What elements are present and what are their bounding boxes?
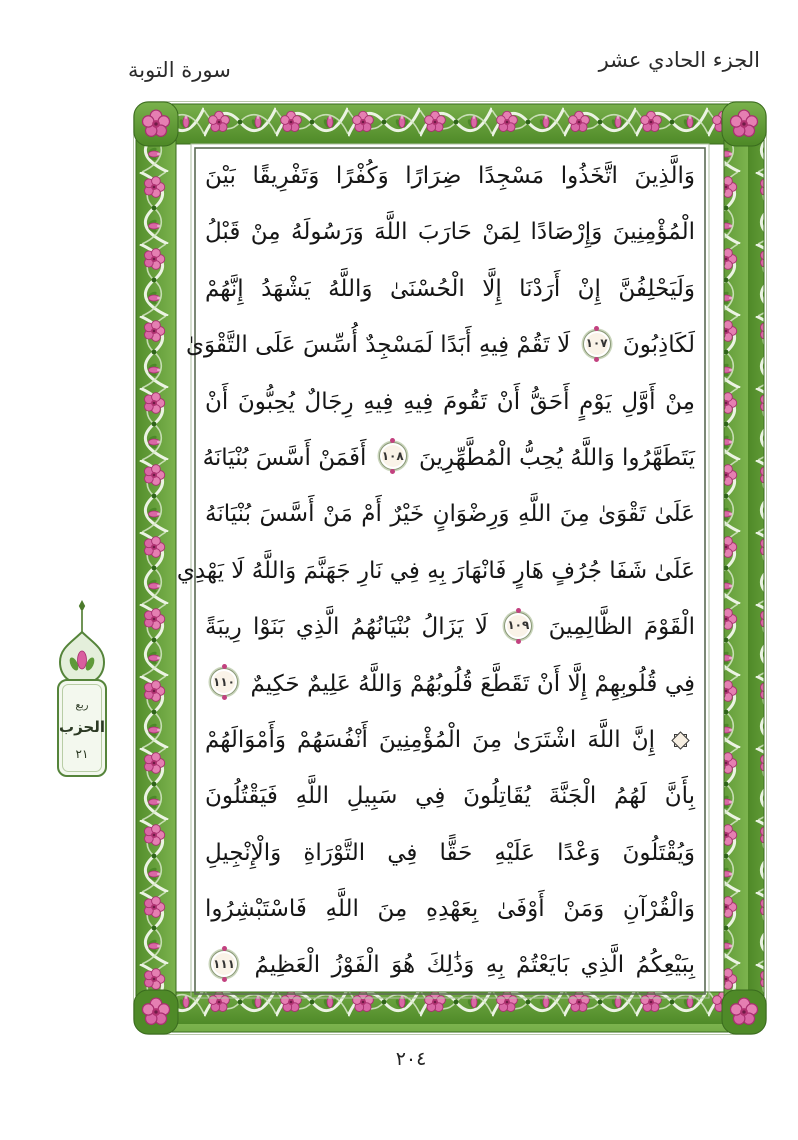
ayah-text: عَلَىٰ شَفَا جُرُفٍ هَارٍ فَانْهَارَ بِهِ فِي نَارِ جَهَنَّمَ وَاللَّهُ لَا يَهْدِي (176, 557, 695, 584)
ayah-text: وَالْقُرْآنِ وَمَنْ أَوْفَىٰ بِعَهْدِهِ مِنَ اللَّهِ فَاسْتَبْشِرُوا (205, 896, 695, 923)
mushaf-line (205, 768, 695, 824)
page-number: ٢٠٤ (395, 1048, 427, 1070)
mushaf-line (205, 656, 695, 712)
ayah-text: لَا تَقُمْ فِيهِ أَبَدًا لَمَسْجِدٌ أُسِّسَ عَلَى التَّقْوَىٰ (185, 332, 571, 359)
ayah-text: فِي قُلُوبِهِمْ إِلَّا أَنْ تَقَطَّعَ قُلُوبُهُمْ وَاللَّهُ عَلِيمٌ حَكِيمٌ (250, 670, 696, 697)
mushaf-line (185, 317, 695, 373)
mushaf-line (205, 374, 695, 430)
ayah-number-marker: ١١٠ (210, 668, 238, 696)
mushaf-line (205, 261, 695, 317)
mushaf-line (205, 825, 695, 881)
border-corner-top-right (722, 102, 766, 146)
hizb-medallion (46, 598, 118, 784)
ayah-text: لَا يَزَالُ بُنْيَانُهُمُ الَّذِي بَنَوْا رِيبَةً (205, 614, 489, 641)
ayah-text: مِنْ أَوَّلِ يَوْمٍ أَحَقُّ أَنْ تَقُومَ فِيهِ فِيهِ رِجَالٌ يُحِبُّونَ أَنْ (205, 388, 695, 415)
rub-el-hizb-icon (673, 733, 688, 748)
border-corner-bottom-left (134, 990, 178, 1034)
border-corner-bottom-right (722, 990, 766, 1034)
mushaf-line (205, 204, 695, 260)
ayah-text: وَلَيَحْلِفُنَّ إِنْ أَرَدْنَا إِلَّا الْحُسْنَىٰ وَاللَّهُ يَشْهَدُ إِنَّهُمْ (205, 275, 695, 302)
ayah-number-marker: ١٠٨ (379, 442, 407, 470)
hizb-quarter-label: ربع (75, 700, 89, 711)
mushaf-line (205, 712, 695, 768)
border-band-top (172, 104, 728, 144)
ayah-text: يَتَطَهَّرُوا وَاللَّهُ يُحِبُّ الْمُطَّهِّرِينَ (419, 444, 695, 471)
ayah-text: إِنَّ اللَّهَ اشْتَرَىٰ مِنَ الْمُؤْمِنِينَ أَنْفُسَهُمْ وَأَمْوَالَهُمْ (205, 726, 655, 753)
hizb-number: ٢١ (75, 747, 89, 761)
mushaf-line (205, 486, 695, 542)
ayah-text: عَلَىٰ تَقْوَىٰ مِنَ اللَّهِ وَرِضْوَانٍ خَيْرٌ أَمْ مَنْ أَسَّسَ بُنْيَانَهُ (205, 501, 695, 528)
ayah-number-marker: ١٠٧ (583, 330, 611, 358)
ayah-number-marker: ١١١ (210, 950, 238, 978)
hizb-word-label: الحزب (59, 718, 105, 736)
border-band-right (724, 140, 764, 996)
ayah-text: وَالَّذِينَ اتَّخَذُوا مَسْجِدًا ضِرَارًا وَكُفْرًا وَتَفْرِيقًا بَيْنَ (205, 163, 695, 189)
ayah-text: وَيُقْتَلُونَ وَعْدًا عَلَيْهِ حَقًّا فِي التَّوْرَاةِ وَالْإِنْجِيلِ (205, 839, 695, 866)
border-band-left (136, 140, 176, 996)
ayah-text: بِأَنَّ لَهُمُ الْجَنَّةَ يُقَاتِلُونَ فِي سَبِيلِ اللَّهِ فَيَقْتُلُونَ (205, 783, 695, 810)
mushaf-line (205, 599, 695, 655)
mushaf-line (176, 543, 695, 599)
ayah-text: لَكَاذِبُونَ (622, 332, 695, 359)
surah-title: سورة التوبة (128, 58, 231, 82)
medallion-finial (79, 600, 85, 612)
ayah-text: الْقَوْمَ الظَّالِمِينَ (548, 614, 696, 641)
mushaf-text (176, 148, 705, 994)
ayah-text: أَفَمَنْ أَسَّسَ بُنْيَانَهُ (202, 444, 367, 471)
border-corner-top-left (134, 102, 178, 146)
mushaf-line (205, 881, 695, 937)
juz-title: الجزء الحادي عشر (598, 48, 760, 72)
mushaf-line (205, 148, 695, 204)
mushaf-line (202, 430, 695, 486)
ayah-text: بِبَيْعِكُمُ الَّذِي بَايَعْتُمْ بِهِ وَذَٰلِكَ هُوَ الْفَوْزُ الْعَظِيمُ (254, 952, 695, 979)
ayah-text: الْمُؤْمِنِينَ وَإِرْصَادًا لِمَنْ حَارَبَ اللَّهَ وَرَسُولَهُ مِنْ قَبْلُ (205, 219, 695, 246)
ayah-number-marker: ١٠٩ (504, 612, 532, 640)
mushaf-line (205, 937, 695, 993)
